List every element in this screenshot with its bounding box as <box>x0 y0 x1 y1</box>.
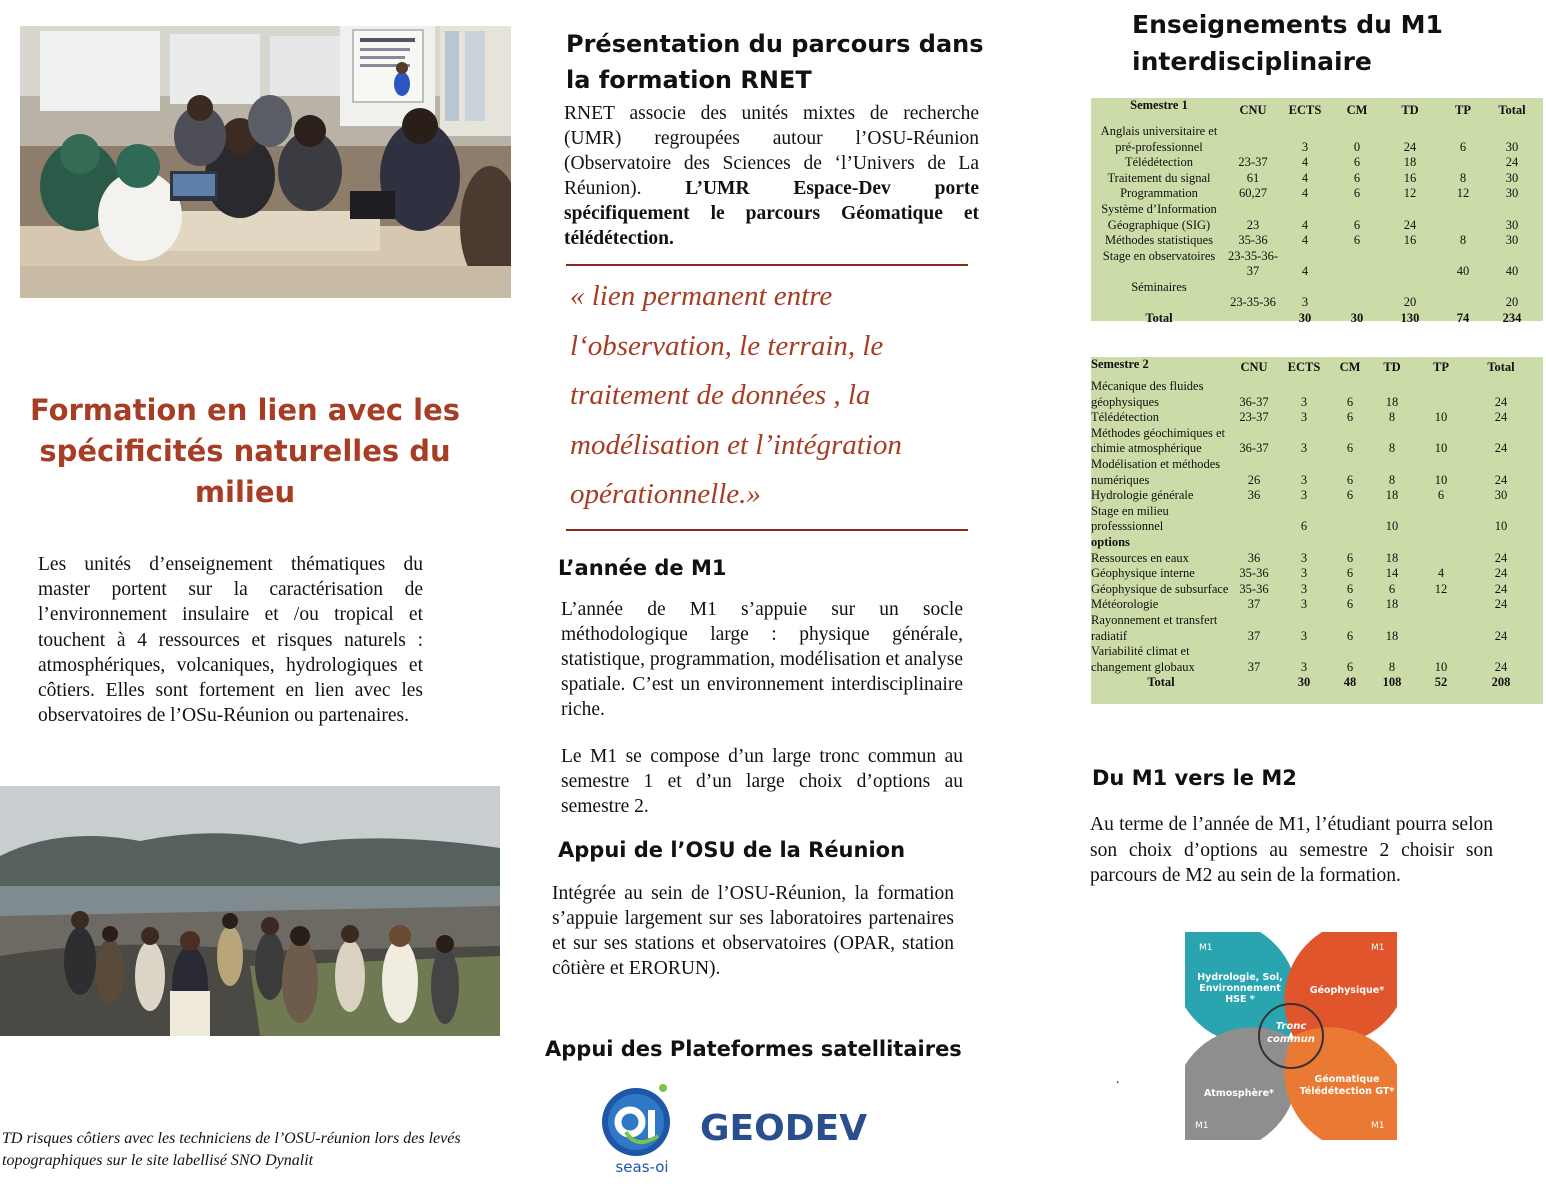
tp-cell: 12 <box>1434 581 1448 596</box>
course-name: Géophysique interne <box>1091 566 1195 581</box>
s1-total-row <box>1091 311 1535 327</box>
m1-heading: L’année de M1 <box>558 556 727 580</box>
total-cell: 208 <box>1491 675 1511 690</box>
ects-cell: 3 <box>1300 659 1308 674</box>
osu-heading: Appui de l’OSU de la Réunion <box>558 838 906 862</box>
tp-cell <box>1415 504 1467 535</box>
cnu-cell: 23 <box>1246 217 1260 232</box>
s1-header-row <box>1091 98 1535 124</box>
stray-dot: . <box>1116 1072 1120 1087</box>
m1-to-m2-paragraph: Au terme de l’année de M1, l’étudiant pourra selon son choix d’options au semestre 2 choisir son parcours de M2 au sein de la formation. <box>1090 814 1493 886</box>
table-row <box>1091 551 1535 567</box>
course-name: Rayonnement et transfert radiatif <box>1091 612 1218 643</box>
total-cell: 24 <box>1494 659 1508 674</box>
table-row <box>1091 186 1535 202</box>
td-cell: 6 <box>1388 581 1396 596</box>
td-cell: 8 <box>1388 659 1396 674</box>
course-name: Mécanique des fluides géophysiques <box>1091 379 1204 409</box>
cm-cell <box>1331 280 1383 311</box>
left-paragraph: Les unités d’enseignement thématiques du master portent sur la caractérisation de l’environnement insulaire et /ou tropical et touchent à 4 ressources et risques naturels : atmosphériques, volcaniques, hydrologiques et côtiers. Elles sont fortement en lien avec les observatoires de l’OSu-Réunion ou partenaires. <box>38 554 423 727</box>
m1-paragraph-1: L’année de M1 s’appuie sur un socle méthodologique large : physique générale, statistique, programmation, modélisation et analyse spatiale. C’est un environnement interdisciplinaire riche. <box>561 599 963 720</box>
table-row <box>1091 488 1535 504</box>
m1-to-m2-heading: Du M1 vers le M2 <box>1092 766 1297 790</box>
tp-cell: 6 <box>1459 139 1467 154</box>
td-cell: 10 <box>1385 519 1399 534</box>
ects-cell: 3 <box>1301 139 1309 154</box>
table-row <box>1091 410 1535 426</box>
ects-cell: 4 <box>1301 264 1309 279</box>
ects-cell: 4 <box>1301 170 1309 185</box>
ects-cell: 3 <box>1300 628 1308 643</box>
total-cell: 20 <box>1505 295 1519 310</box>
cm-cell: 6 <box>1353 155 1361 170</box>
cm-cell: 6 <box>1346 628 1354 643</box>
table-row <box>1091 171 1535 187</box>
label-geophysique: Géophysique* <box>1309 985 1385 996</box>
td-cell: 8 <box>1388 441 1396 456</box>
ects-cell: 3 <box>1300 597 1308 612</box>
course-name: Géophysique de subsurface <box>1091 581 1229 596</box>
rnet-paragraph-normal: RNET associe des unités mixtes de recherche (UMR) regroupées autour l’OSU-Réunion (Observatoire des Sciences de ‘l’Univers de La Réunion). <box>564 103 979 199</box>
td-cell: 18 <box>1385 394 1399 409</box>
total-cell: 24 <box>1494 394 1508 409</box>
total-cell: 30 <box>1505 233 1519 248</box>
table-row <box>1091 249 1535 280</box>
course-name: Méthodes géochimiques et chimie atmosphérique <box>1091 425 1225 456</box>
table-row <box>1091 613 1535 644</box>
cm-cell: 6 <box>1346 410 1354 425</box>
cm-cell: 6 <box>1346 581 1354 596</box>
geodev-logo <box>698 1100 878 1150</box>
ects-cell: 4 <box>1301 155 1309 170</box>
total-cell: 30 <box>1505 217 1519 232</box>
total-cell: 40 <box>1505 264 1519 279</box>
cnu-cell: 37 <box>1247 628 1261 643</box>
cnu-cell: 36 <box>1247 550 1261 565</box>
tp-cell <box>1437 155 1489 171</box>
ects-cell: 30 <box>1297 675 1311 690</box>
cnu-cell <box>1227 124 1279 155</box>
rnet-paragraph <box>564 101 979 251</box>
s1-header-cell: ECTS <box>1288 103 1322 118</box>
ects-cell: 3 <box>1300 488 1308 503</box>
tp-cell: 4 <box>1437 566 1445 581</box>
course-name: Variabilité climat et changement globaux <box>1091 644 1195 674</box>
s2-header-row <box>1091 357 1535 379</box>
seas-oi-logo <box>596 1080 688 1176</box>
td-cell: 108 <box>1382 675 1402 690</box>
td-cell: 24 <box>1403 139 1417 154</box>
s2-header-cell: CNU <box>1240 360 1268 375</box>
td-cell: 16 <box>1403 233 1417 248</box>
cm-cell: 6 <box>1346 566 1354 581</box>
tp-cell: 8 <box>1459 170 1467 185</box>
cnu-cell: 35-36 <box>1239 566 1269 581</box>
course-name: Ressources en eaux <box>1091 550 1189 565</box>
cnu-cell: 35-36 <box>1238 233 1268 248</box>
ects-cell: 3 <box>1300 472 1308 487</box>
cnu-cell: 37 <box>1247 659 1261 674</box>
geodev-logo-text: GEODEV <box>700 1108 868 1149</box>
osu-paragraph: Intégrée au sein de l’OSU-Réunion, la formation s’appuie largement sur ses laboratoires partenaires et sur ses stations et observatoires (OPAR, station côtière et ERORUN). <box>552 883 954 979</box>
seas-oi-logo-text: seas-oi <box>615 1158 669 1176</box>
course-name: Modélisation et méthodes numériques <box>1091 456 1221 487</box>
parcours-diagram <box>1185 932 1397 1140</box>
table-row <box>1091 504 1535 535</box>
total-cell: 234 <box>1502 310 1522 325</box>
td-cell: 18 <box>1403 155 1417 170</box>
td-cell: 20 <box>1403 295 1417 310</box>
cm-cell: 6 <box>1353 170 1361 185</box>
course-name: Stage en milieu professsionnel <box>1091 503 1169 534</box>
table-row <box>1091 597 1535 613</box>
course-name: Programmation <box>1120 186 1198 201</box>
table-row <box>1091 202 1535 233</box>
ects-cell: 3 <box>1300 441 1308 456</box>
s1-header-cell: CM <box>1346 103 1368 118</box>
total-cell: 24 <box>1505 155 1519 170</box>
ects-cell: 4 <box>1301 217 1309 232</box>
td-cell: 8 <box>1388 472 1396 487</box>
td-cell: 14 <box>1385 566 1399 581</box>
m1-tag-tr: M1 <box>1371 943 1385 953</box>
rnet-paragraph-bold: L’UMR Espace-Dev porte spécifiquement le parcours Géomatique et télédétection. <box>564 178 979 249</box>
total-cell: 24 <box>1494 581 1508 596</box>
total-cell: 24 <box>1494 628 1508 643</box>
total-cell: 24 <box>1494 441 1508 456</box>
middle-title: Présentation du parcours dans la formation RNET <box>566 30 984 94</box>
cnu-cell: 36-37 <box>1239 441 1269 456</box>
td-cell: 18 <box>1385 550 1399 565</box>
total-label: Total <box>1145 310 1173 325</box>
s1-header-cell: CNU <box>1239 103 1267 118</box>
td-cell: 24 <box>1403 217 1417 232</box>
tp-cell: 52 <box>1434 675 1448 690</box>
cnu-cell: 26 <box>1247 472 1261 487</box>
options-row <box>1091 535 1535 551</box>
total-cell: 30 <box>1494 488 1508 503</box>
cm-cell: 6 <box>1346 472 1354 487</box>
table-row <box>1091 566 1535 582</box>
cm-cell: 6 <box>1346 597 1354 612</box>
table-row <box>1091 426 1535 457</box>
cm-cell: 6 <box>1346 441 1354 456</box>
s2-total-row <box>1091 675 1535 691</box>
right-title: Enseignements du M1 interdisciplinaire <box>1132 10 1443 76</box>
cnu-cell: 37 <box>1247 597 1261 612</box>
course-name: Séminaires <box>1131 279 1187 294</box>
platforms-heading: Appui des Plateformes satellitaires <box>545 1037 962 1061</box>
cm-cell: 0 <box>1353 139 1361 154</box>
course-name: Méthodes statistiques <box>1105 233 1213 248</box>
td-cell: 8 <box>1388 410 1396 425</box>
total-cell: 30 <box>1505 186 1519 201</box>
tp-cell: 12 <box>1456 186 1470 201</box>
tp-cell: 74 <box>1456 310 1470 325</box>
cm-cell <box>1331 535 1369 551</box>
photo-caption: TD risques côtiers avec les techniciens de l’OSU-réunion lors des levés topographiques sur le site labellisé SNO Dynalit <box>2 1130 461 1169</box>
tp-cell <box>1415 597 1467 613</box>
classroom-photo <box>20 26 511 298</box>
cm-cell <box>1331 249 1383 280</box>
ects-cell: 3 <box>1300 550 1308 565</box>
table-row <box>1091 457 1535 488</box>
td-cell <box>1383 249 1437 280</box>
td-cell: 18 <box>1385 628 1399 643</box>
tp-cell: 10 <box>1434 410 1448 425</box>
tp-cell: 40 <box>1456 264 1470 279</box>
ects-cell <box>1277 535 1331 551</box>
s1-header-cell: Total <box>1498 103 1526 118</box>
total-cell: 24 <box>1494 550 1508 565</box>
tp-cell <box>1415 379 1467 410</box>
s2-header-cell: TP <box>1433 360 1449 375</box>
table-row <box>1091 280 1535 311</box>
total-cell: 24 <box>1494 410 1508 425</box>
tp-cell: 10 <box>1434 441 1448 456</box>
s1-header-cell: TD <box>1401 103 1419 118</box>
table-row <box>1091 124 1535 155</box>
label-atmosphere: Atmosphère* <box>1203 1088 1275 1099</box>
semester-2-table <box>1091 357 1543 704</box>
td-cell: 16 <box>1403 170 1417 185</box>
label-tronc-commun: Tronc commun <box>1267 1021 1315 1045</box>
quote: « lien permanent entre l‘observation, le terrain, le traitement de données , la modélisation et l’intégration opérationnelle.» <box>570 280 902 510</box>
cm-cell: 6 <box>1353 233 1361 248</box>
total-cell: 24 <box>1494 472 1508 487</box>
ects-cell: 3 <box>1300 410 1308 425</box>
td-cell: 130 <box>1400 310 1420 325</box>
m1-tag-bl: M1 <box>1195 1121 1209 1131</box>
cnu-cell: 23-37 <box>1239 410 1269 425</box>
left-title: Formation en lien avec les spécificités naturelles du milieu <box>29 393 461 509</box>
course-name: Hydrologie générale <box>1091 488 1194 503</box>
course-name: Anglais universitaire et pré-professionnel <box>1100 124 1218 154</box>
course-name: Stage en observatoires <box>1102 248 1216 263</box>
total-cell: 30 <box>1505 170 1519 185</box>
quote-top-rule <box>566 264 968 266</box>
s2-header-cell: Semestre 2 <box>1091 357 1149 371</box>
table-row <box>1091 582 1535 598</box>
cm-cell: 6 <box>1346 550 1354 565</box>
ects-cell: 30 <box>1298 310 1312 325</box>
cnu-cell <box>1227 311 1279 327</box>
cm-cell: 6 <box>1346 659 1354 674</box>
tp-cell <box>1437 280 1489 311</box>
cm-cell <box>1331 504 1369 535</box>
tp-cell: 6 <box>1437 488 1445 503</box>
m1-tag-br: M1 <box>1371 1121 1385 1131</box>
tp-cell <box>1415 613 1467 644</box>
cnu-cell: 23-35-36 <box>1230 295 1276 310</box>
tp-cell: 10 <box>1434 659 1448 674</box>
cnu-cell <box>1231 504 1277 535</box>
total-cell <box>1467 535 1535 551</box>
field-trip-photo <box>0 786 500 1036</box>
quote-bottom-rule <box>566 529 968 531</box>
total-cell: 10 <box>1494 519 1508 534</box>
table-row <box>1091 233 1535 249</box>
table-row <box>1091 155 1535 171</box>
tp-cell: 8 <box>1459 233 1467 248</box>
cnu-cell <box>1231 675 1277 691</box>
tp-cell <box>1415 551 1467 567</box>
ects-cell: 4 <box>1301 186 1309 201</box>
cnu-cell: 23-35-36-37 <box>1228 248 1278 279</box>
total-cell: 24 <box>1494 597 1508 612</box>
cnu-cell: 61 <box>1246 170 1260 185</box>
total-label: Total <box>1147 675 1175 690</box>
cm-cell: 6 <box>1353 186 1361 201</box>
tp-cell <box>1415 535 1467 551</box>
course-name: Météorologie <box>1091 597 1159 612</box>
ects-cell: 4 <box>1301 233 1309 248</box>
td-cell <box>1369 535 1415 551</box>
cnu-cell <box>1231 535 1277 551</box>
cm-cell: 48 <box>1343 675 1357 690</box>
cnu-cell: 35-36 <box>1239 581 1269 596</box>
td-cell: 18 <box>1385 488 1399 503</box>
cnu-cell: 23-37 <box>1238 155 1268 170</box>
s1-header-cell: TP <box>1455 103 1471 118</box>
label-hydrologie: Hydrologie, Sol, Environnement HSE * <box>1197 972 1283 1005</box>
td-cell: 12 <box>1403 186 1417 201</box>
course-name: Télédétection <box>1091 410 1160 425</box>
s2-header-cell: ECTS <box>1287 360 1321 375</box>
ects-cell: 6 <box>1300 519 1308 534</box>
tp-cell: 10 <box>1434 472 1448 487</box>
cnu-cell: 36 <box>1247 488 1261 503</box>
ects-cell: 3 <box>1300 394 1308 409</box>
m1-tag-tl: M1 <box>1199 943 1213 953</box>
m1-paragraph-2: Le M1 se compose d’un large tronc commun au semestre 1 et d’un large choix d’options au semestre 2. <box>561 746 963 817</box>
options-label: options <box>1091 534 1130 549</box>
td-cell: 18 <box>1385 597 1399 612</box>
label-geomatique: Géomatique Télédétection GT* <box>1299 1074 1395 1097</box>
total-cell: 30 <box>1505 139 1519 154</box>
cnu-cell: 36-37 <box>1239 394 1269 409</box>
total-cell: 24 <box>1494 566 1508 581</box>
ects-cell: 3 <box>1301 295 1309 310</box>
ects-cell: 3 <box>1300 581 1308 596</box>
cnu-cell: 60,27 <box>1238 186 1268 201</box>
s2-header-cell: Total <box>1487 360 1515 375</box>
course-name: Télédétection <box>1124 155 1194 170</box>
cm-cell: 6 <box>1346 394 1354 409</box>
ects-cell: 3 <box>1300 566 1308 581</box>
cm-cell: 6 <box>1353 217 1361 232</box>
table-row <box>1091 644 1535 675</box>
semester-1-table <box>1091 98 1543 325</box>
cm-cell: 30 <box>1350 310 1364 325</box>
s2-header-cell: TD <box>1383 360 1401 375</box>
course-name: Système d’Information Géographique (SIG) <box>1101 201 1217 232</box>
s1-header-cell: Semestre 1 <box>1130 98 1188 112</box>
table-row <box>1091 379 1535 410</box>
tp-cell <box>1437 202 1489 233</box>
course-name: Traitement du signal <box>1107 170 1211 185</box>
s2-header-cell: CM <box>1339 360 1361 375</box>
cm-cell: 6 <box>1346 488 1354 503</box>
